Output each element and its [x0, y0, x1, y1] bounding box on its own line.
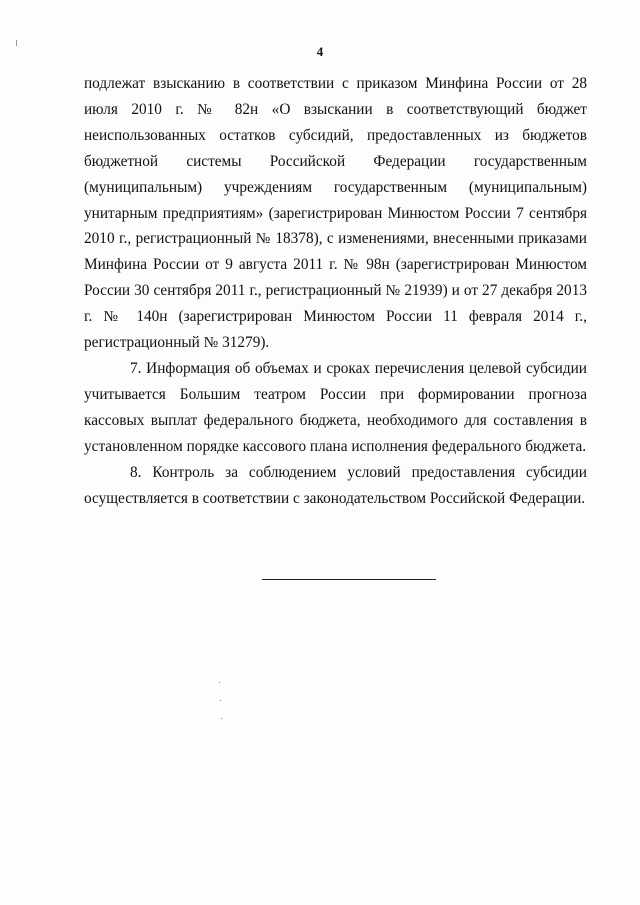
scan-speck [221, 718, 222, 719]
paragraph-item-8: 8. Контроль за соблюдением условий предоставления субсидии осуществляется в соответствии с законодательством Российской Федерации. [84, 463, 587, 507]
paragraph-item-7: 7. Информация об объемах и сроках перечисления целевой субсидии учитывается Большим театром России при формировании прогноза кассовых выплат федерального бюджета, необходимого для составления в установленном порядке кассового плана исполнения федерального бюджета. [84, 359, 587, 455]
document-body [84, 71, 587, 511]
closing-divider-line [262, 579, 436, 580]
paragraph-continuation: подлежат взысканию в соответствии с приказом Минфина России от 28 июля 2010 г. № 82н «О взыскании в соответствующий бюджет неиспользованных остатков субсидий, предоставленных из бюджетов бюджетной системы Российской Федерации государственным (муниципальным) учреждениям государственным (муниципальным) унитарным предприятиям» (зарегистрирован Минюстом России 7 сентября 2010 г., регистрационный № 18378), с изменениями, внесенными приказами Минфина России от 9 августа 2011 г. № 98н (зарегистрирован Минюстом России 30 сентября 2011 г., регистрационный № 21939) и от 27 декабря 2013 г. № 140н (зарегистрирован Минюстом России 11 февраля 2014 г., регистрационный № 31279). [84, 75, 587, 352]
scan-speck [219, 682, 220, 683]
scan-speck [220, 700, 221, 701]
page-number: 4 [316, 44, 324, 59]
